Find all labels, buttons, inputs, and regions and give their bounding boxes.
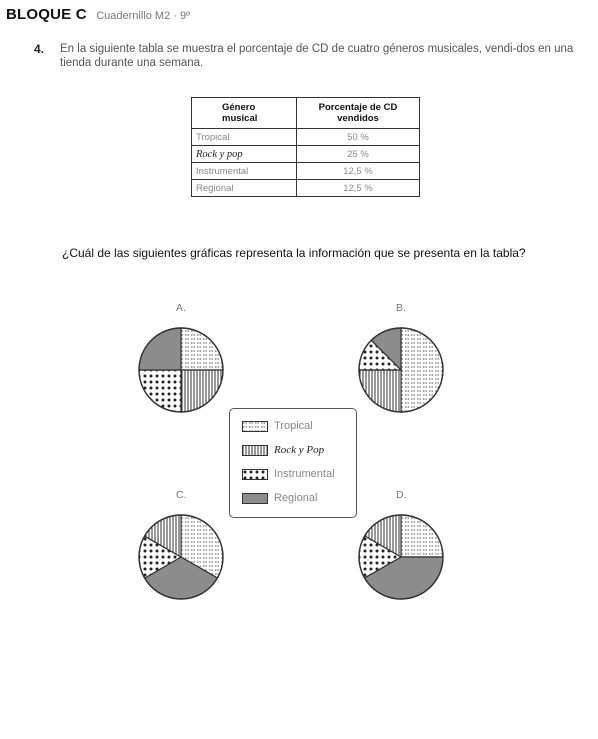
table-cell-percent: 25 % — [297, 146, 420, 163]
page-header — [6, 6, 190, 24]
question-number: 4. — [34, 42, 45, 56]
table-header-genre: Género musical — [192, 98, 297, 129]
data-table — [191, 97, 420, 197]
table-cell-genre: Regional — [192, 180, 297, 197]
tropical-swatch-icon — [242, 421, 268, 432]
table-cell-genre: Instrumental — [192, 163, 297, 180]
legend-label: Instrumental — [274, 468, 335, 480]
regional-swatch-icon — [242, 493, 268, 504]
question-text: En la siguiente tabla se muestra el porcentaje de CD de cuatro géneros musicales, vendi-dos en una tienda durante una semana. — [60, 43, 574, 69]
legend-label: Regional — [274, 492, 318, 504]
table-cell-percent: 12,5 % — [297, 163, 420, 180]
legend-label: Rock y Pop — [274, 444, 325, 456]
instrumental-swatch-icon — [242, 469, 268, 480]
option-c-label[interactable]: C. — [176, 489, 187, 501]
header-subtitle: Cuadernillo M2 · 9º — [96, 10, 191, 22]
main-question: ¿Cuál de las siguientes gráficas representa la información que se presenta en la tabla? — [62, 246, 526, 260]
table-row — [192, 129, 420, 146]
option-d-label[interactable]: D. — [396, 489, 407, 501]
table-row — [192, 180, 420, 197]
table-row — [192, 146, 420, 163]
table-row — [192, 163, 420, 180]
table-cell-percent: 12,5 % — [297, 180, 420, 197]
pie-chart-a[interactable] — [136, 325, 226, 415]
header-title: BLOQUE C — [6, 6, 87, 23]
pie-chart-d[interactable] — [356, 512, 446, 602]
table-cell-percent: 50 % — [297, 129, 420, 146]
pie-slice-tropical — [401, 328, 443, 412]
table-cell-genre: Tropical — [192, 129, 297, 146]
pie-chart-c[interactable] — [136, 512, 226, 602]
option-b-label[interactable]: B. — [396, 302, 406, 314]
legend-label: Tropical — [274, 420, 313, 432]
pie-chart-b[interactable] — [356, 325, 446, 415]
table-header-row — [192, 98, 420, 129]
chart-legend — [229, 408, 357, 518]
table-cell-genre: Rock y pop — [192, 146, 297, 163]
rock-swatch-icon — [242, 445, 268, 456]
option-a-label[interactable]: A. — [176, 302, 186, 314]
table-header-percent: Porcentaje de CD vendidos — [297, 98, 420, 129]
